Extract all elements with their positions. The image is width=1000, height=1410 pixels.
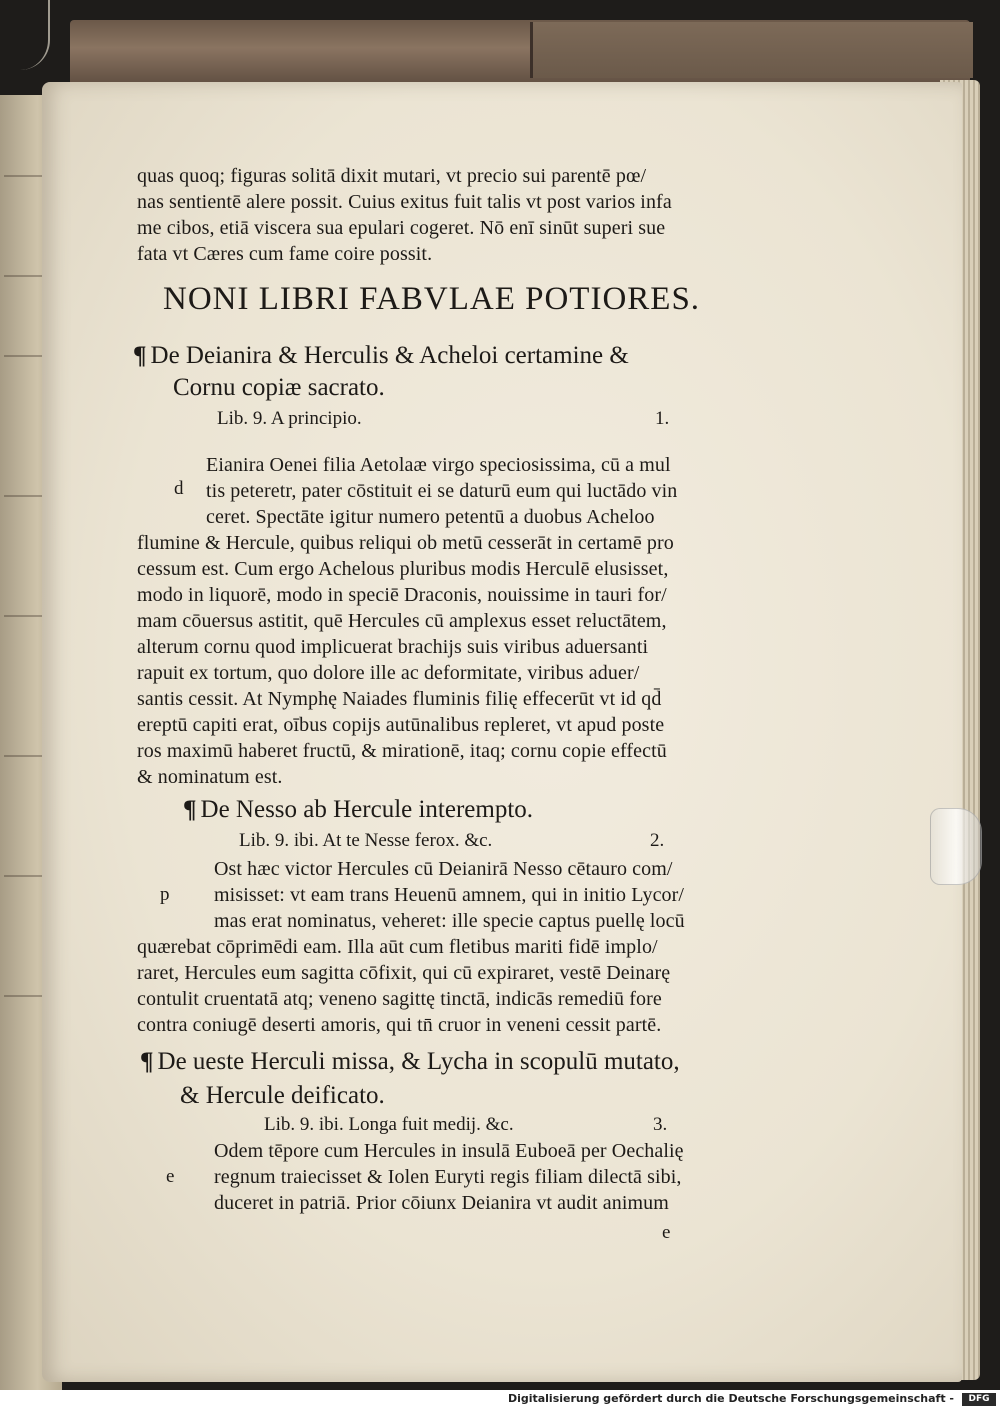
body-line: modo in liquorē, modo in speciē Draconis, nouissime in tauri for/	[137, 584, 667, 606]
drop-cap-guide-letter: p	[160, 884, 170, 905]
body-line: & nominatum est.	[137, 766, 283, 788]
section-heading	[183, 796, 533, 824]
body-line: me cibos, etiā viscera sua epulari cogeret. Nō enī sinūt superi sue	[137, 217, 666, 239]
binding-string	[8, 0, 50, 70]
section-number: 2.	[650, 830, 665, 851]
section-heading-line: De Nesso ab Hercule interempto.	[200, 796, 534, 823]
drop-cap-guide-letter: d	[174, 478, 184, 499]
body-line: ros maximū haberet fructū, & mirationē, itaq; cornu copie effectū	[137, 740, 667, 762]
body-line: Ost hæc victor Hercules cū Deianirā Nesso cētauro com/	[214, 858, 673, 880]
paragraph-mark-icon: ¶	[133, 342, 147, 369]
section-heading-line: & Hercule deificato.	[180, 1082, 385, 1109]
footer-credit: Digitalisierung gefördert durch die Deutsche Forschungsgemeinschaft -	[507, 1392, 954, 1405]
section-reference: Lib. 9. A principio.	[217, 408, 362, 429]
body-line: rapuit ex tortum, quo dolore ille ac deformitate, viribus aduer/	[137, 662, 640, 684]
body-line: Eianira Oenei filia Aetolaæ virgo speciosissima, cū a mul	[206, 454, 671, 476]
page-clip	[930, 808, 982, 885]
paragraph-mark-icon: ¶	[140, 1048, 154, 1075]
section-heading	[140, 1048, 680, 1076]
paragraph-mark-icon: ¶	[183, 796, 197, 823]
body-line: raret, Hercules eum sagitta cōfixit, qui cū expiraret, vestē Deinarę	[137, 962, 671, 984]
body-line: flumine & Hercule, quibus reliqui ob metū cesserāt in certamē pro	[137, 532, 674, 554]
body-line: ceret. Spectāte igitur numero petentū a duobus Acheloo	[206, 506, 655, 528]
body-line: Odem tēpore cum Hercules in insulā Euboeā per Oechalię	[214, 1140, 684, 1162]
body-line: ereptū capiti erat, oībus copijs autūnalibus repleret, vt apud poste	[137, 714, 665, 736]
section-heading	[133, 342, 629, 370]
section-number: 1.	[655, 408, 670, 429]
body-line: quas quoq; figuras solitā dixit mutari, vt precio sui parentē pœ/	[137, 165, 647, 187]
body-line: santis cessit. At Nymphę Naiades fluminis filię effecerūt vt id qd̄	[137, 688, 662, 710]
body-line: misisset: vt eam trans Heuenū amnem, qui in initio Lycor/	[214, 884, 685, 906]
page-title: NONI LIBRI FABVLAE POTIORES.	[163, 281, 701, 317]
body-line: nas sentientē alere possit. Cuius exitus fuit talis vt post varios infa	[137, 191, 672, 213]
body-line: duceret in patriā. Prior cōiunx Deianira vt audit animum	[214, 1192, 669, 1214]
dfg-logo-icon: DFG	[962, 1393, 996, 1406]
body-line: cessum est. Cum ergo Achelous pluribus modis Herculē elusisset,	[137, 558, 669, 580]
body-line: alterum cornu quod implicuerat brachijs suis viribus aduersanti	[137, 636, 649, 658]
body-line: regnum traiecisset & Iolen Euryti regis filiam dilectā sibi,	[214, 1166, 682, 1188]
section-heading-line: De ueste Herculi missa, & Lycha in scopulū mutato,	[157, 1048, 680, 1075]
body-line: tis peteretr, pater cōstituit ei se daturū eum qui luctādo vin	[206, 480, 678, 502]
section-reference: Lib. 9. ibi. At te Nesse ferox. &c.	[239, 830, 493, 851]
body-line: mas erat nominatus, veheret: ille specie captus puellę locū	[214, 910, 685, 932]
section-heading-line: Cornu copiæ sacrato.	[173, 374, 385, 401]
body-line: quærebat cōprimēdi eam. Illa aūt cum fletibus mariti fidē implo/	[137, 936, 658, 958]
drop-cap-guide-letter: e	[166, 1166, 175, 1187]
section-heading-line: De Deianira & Herculis & Acheloi certamine &	[150, 342, 629, 369]
body-line: contra coniugē deserti amoris, qui tn̄ cruor in veneni cessit partē.	[137, 1014, 662, 1036]
book-cover-edge-right	[530, 22, 973, 78]
body-line: contulit cruentatā atq; veneno sagittę tinctā, indicās remediū fore	[137, 988, 662, 1010]
section-reference: Lib. 9. ibi. Longa fuit medij. &c.	[264, 1114, 514, 1135]
body-line: fata vt Cæres cum fame coire possit.	[137, 243, 433, 265]
section-number: 3.	[653, 1114, 668, 1135]
catchword: e	[662, 1222, 671, 1243]
body-line: mam cōuersus astitit, quē Hercules cū amplexus esset reluctātem,	[137, 610, 667, 632]
